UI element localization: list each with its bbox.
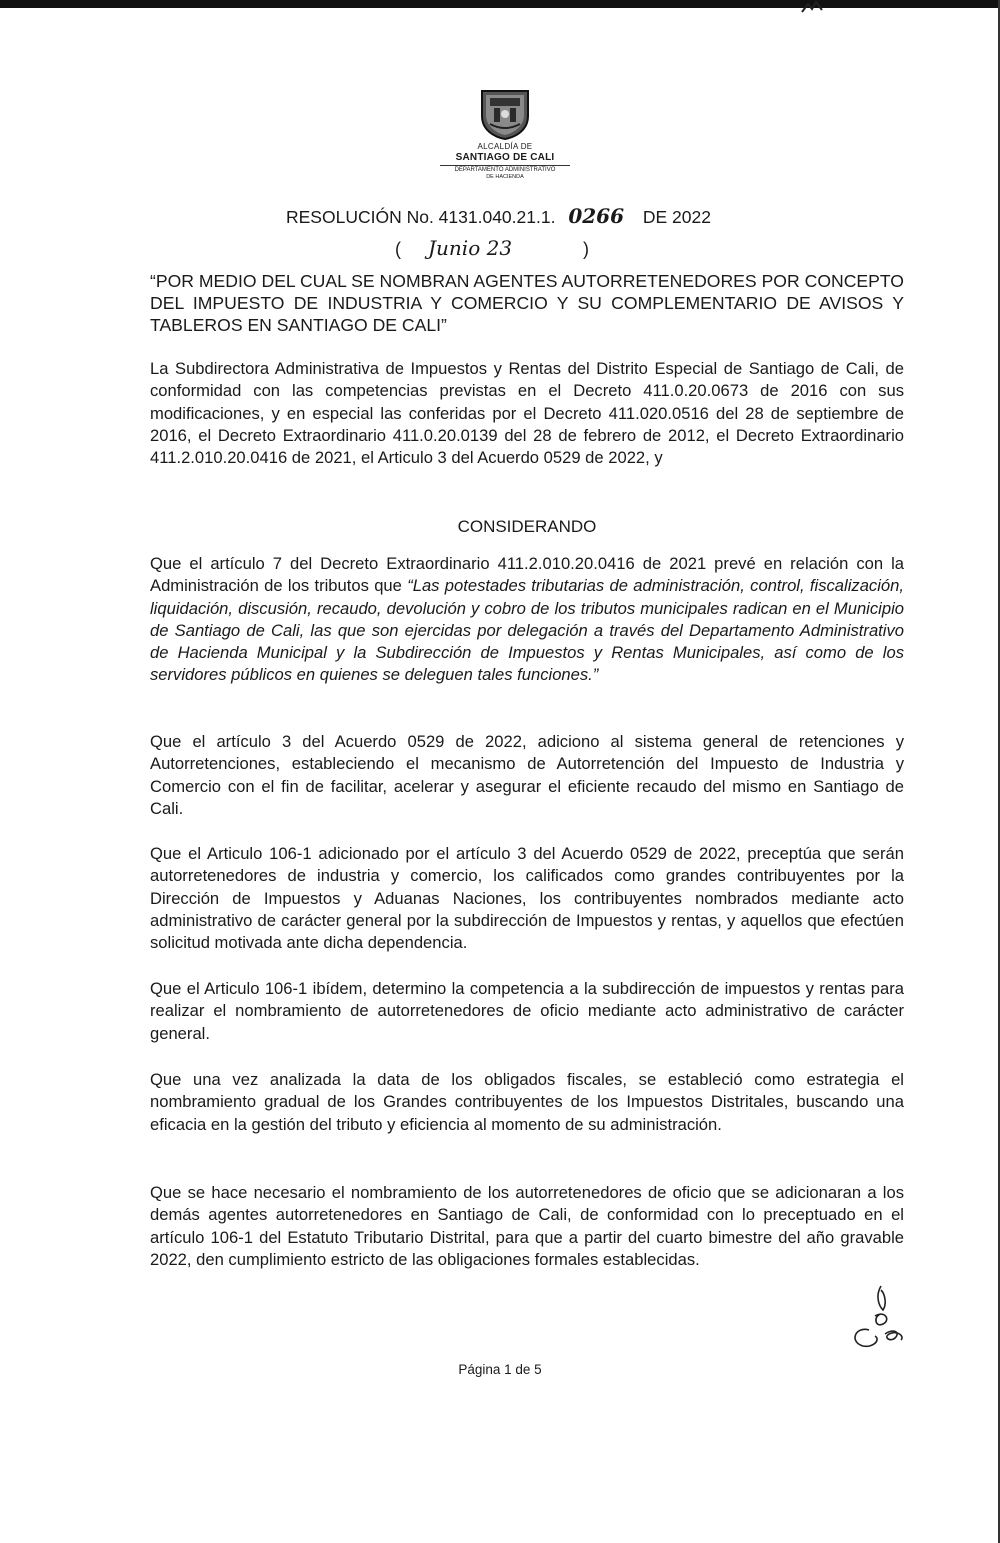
resolution-year: DE 2022 [642,207,711,227]
paragraph-1-quote: “Las potestades tributarias de administración, control, fiscalización, liquidación, discusión, recaudo, devolución y cobro de los tributos municipales radican en el Municipio de Santiago de Cali, las que son ejercidas por delegación a través del Departamento Administrativo de Hacienda Municipal y la Subdirección de Impuestos y Rentas Municipales, así como de los servidores públicos en quienes se deleguen tales funciones.” [150,576,904,685]
resolution-date-line [395,236,589,260]
intro-paragraph: La Subdirectora Administrativa de Impuestos y Rentas del Distrito Especial de Santiago de Cali, de conformidad con las competencias previstas en el Decreto 411.0.20.0673 de 2016 con sus modificaciones, y en especial las conferidas por el Decreto 411.020.0516 del 28 de septiembre de 2016, el Decreto Extraordinario 411.0.20.0139 del 28 de febrero de 2012, el Decreto Extraordinario 411.2.010.20.0416 de 2021, el Articulo 3 del Acuerdo 0529 de 2022, y [150,359,904,468]
corner-mark-icon [800,0,824,14]
paragraph-4: Que el Articulo 106-1 ibídem, determino la competencia a la subdirección de impuestos y rentas para realizar el nombramiento de autorretenedores de oficio mediante acto administrativo de carácter general. [150,979,904,1043]
paragraph-6: Que se hace necesario el nombramiento de los autorretenedores de oficio que se adicionaran a los demás agentes autorretenedores en Santiago de Cali, de conformidad con lo preceptuado en el artículo 106-1 del Estatuto Tributario Distrital, para que a partir del cuarto bimestre del año gravable 2022, den cumplimiento estricto de las obligaciones formales establecidas. [150,1183,904,1269]
paragraph-2: Que el artículo 3 del Acuerdo 0529 de 2022, adiciono al sistema general de retenciones y Autorretenciones, estableciendo el mecanismo de Autorretención del Impuesto de Industria y Comercio con el fin de facilitar, acelerar y asegurar el eficiente recaudo del mismo en Santiago de Cali. [150,732,904,818]
header-line-3: DEPARTAMENTO ADMINISTRATIVO [440,165,570,174]
paragraph-5: Que una vez analizada la data de los obligados fiscales, se estableció como estrategia el nombramiento gradual de los Grandes contribuyentes de los Impuestos Distritales, buscando una eficacia en la gestión del tributo y eficiencia al momento de su administración. [150,1070,904,1134]
scan-edge-top [0,0,1000,8]
date-open-paren: ( [395,239,401,259]
paragraph-1-plain: Que el artículo 7 del Decreto Extraordinario 411.2.010.20.0416 de 2021 prevé en relación con la Administración de los tributos que [150,554,904,596]
resolution-prefix: RESOLUCIÓN No. 4131.040.21.1. [286,207,556,227]
header-line-1: ALCALDÍA DE [477,142,533,151]
considerando-heading: CONSIDERANDO [457,517,597,536]
header-line-2: SANTIAGO DE CALI [455,152,555,163]
resolution-number-line [286,204,711,228]
letterhead [400,88,610,180]
page-number: Página 1 de 5 [458,1362,542,1377]
coat-of-arms-icon [476,88,534,140]
resolution-title: “POR MEDIO DEL CUAL SE NOMBRAN AGENTES AUTORRETENEDORES POR CONCEPTO DEL IMPUESTO DE INDUSTRIA Y COMERCIO Y SU COMPLEMENTARIO DE AVISOS Y TABLEROS EN SANTIAGO DE CALI” [150,271,904,335]
resolution-number-handwritten: 0266 [568,204,624,228]
header-line-4: DE HACIENDA [486,174,524,180]
date-close-paren: ) [583,239,590,259]
paragraph-3: Que el Articulo 106-1 adicionado por el artículo 3 del Acuerdo 0529 de 2022, preceptúa que serán autorretenedores de industria y comercio, los calificados como grandes contribuyentes por la Dirección de Impuestos y Aduanas Naciones, los contribuyentes nombrados mediante acto administrativo de carácter general por la subdirección de Impuestos y rentas, y aquellos que efectúen solicitud motivada ante dicha dependencia. [150,844,904,953]
paragraph-1 [150,553,904,687]
date-handwritten: Junio 23 [428,236,513,260]
initials-signature [845,1280,915,1360]
